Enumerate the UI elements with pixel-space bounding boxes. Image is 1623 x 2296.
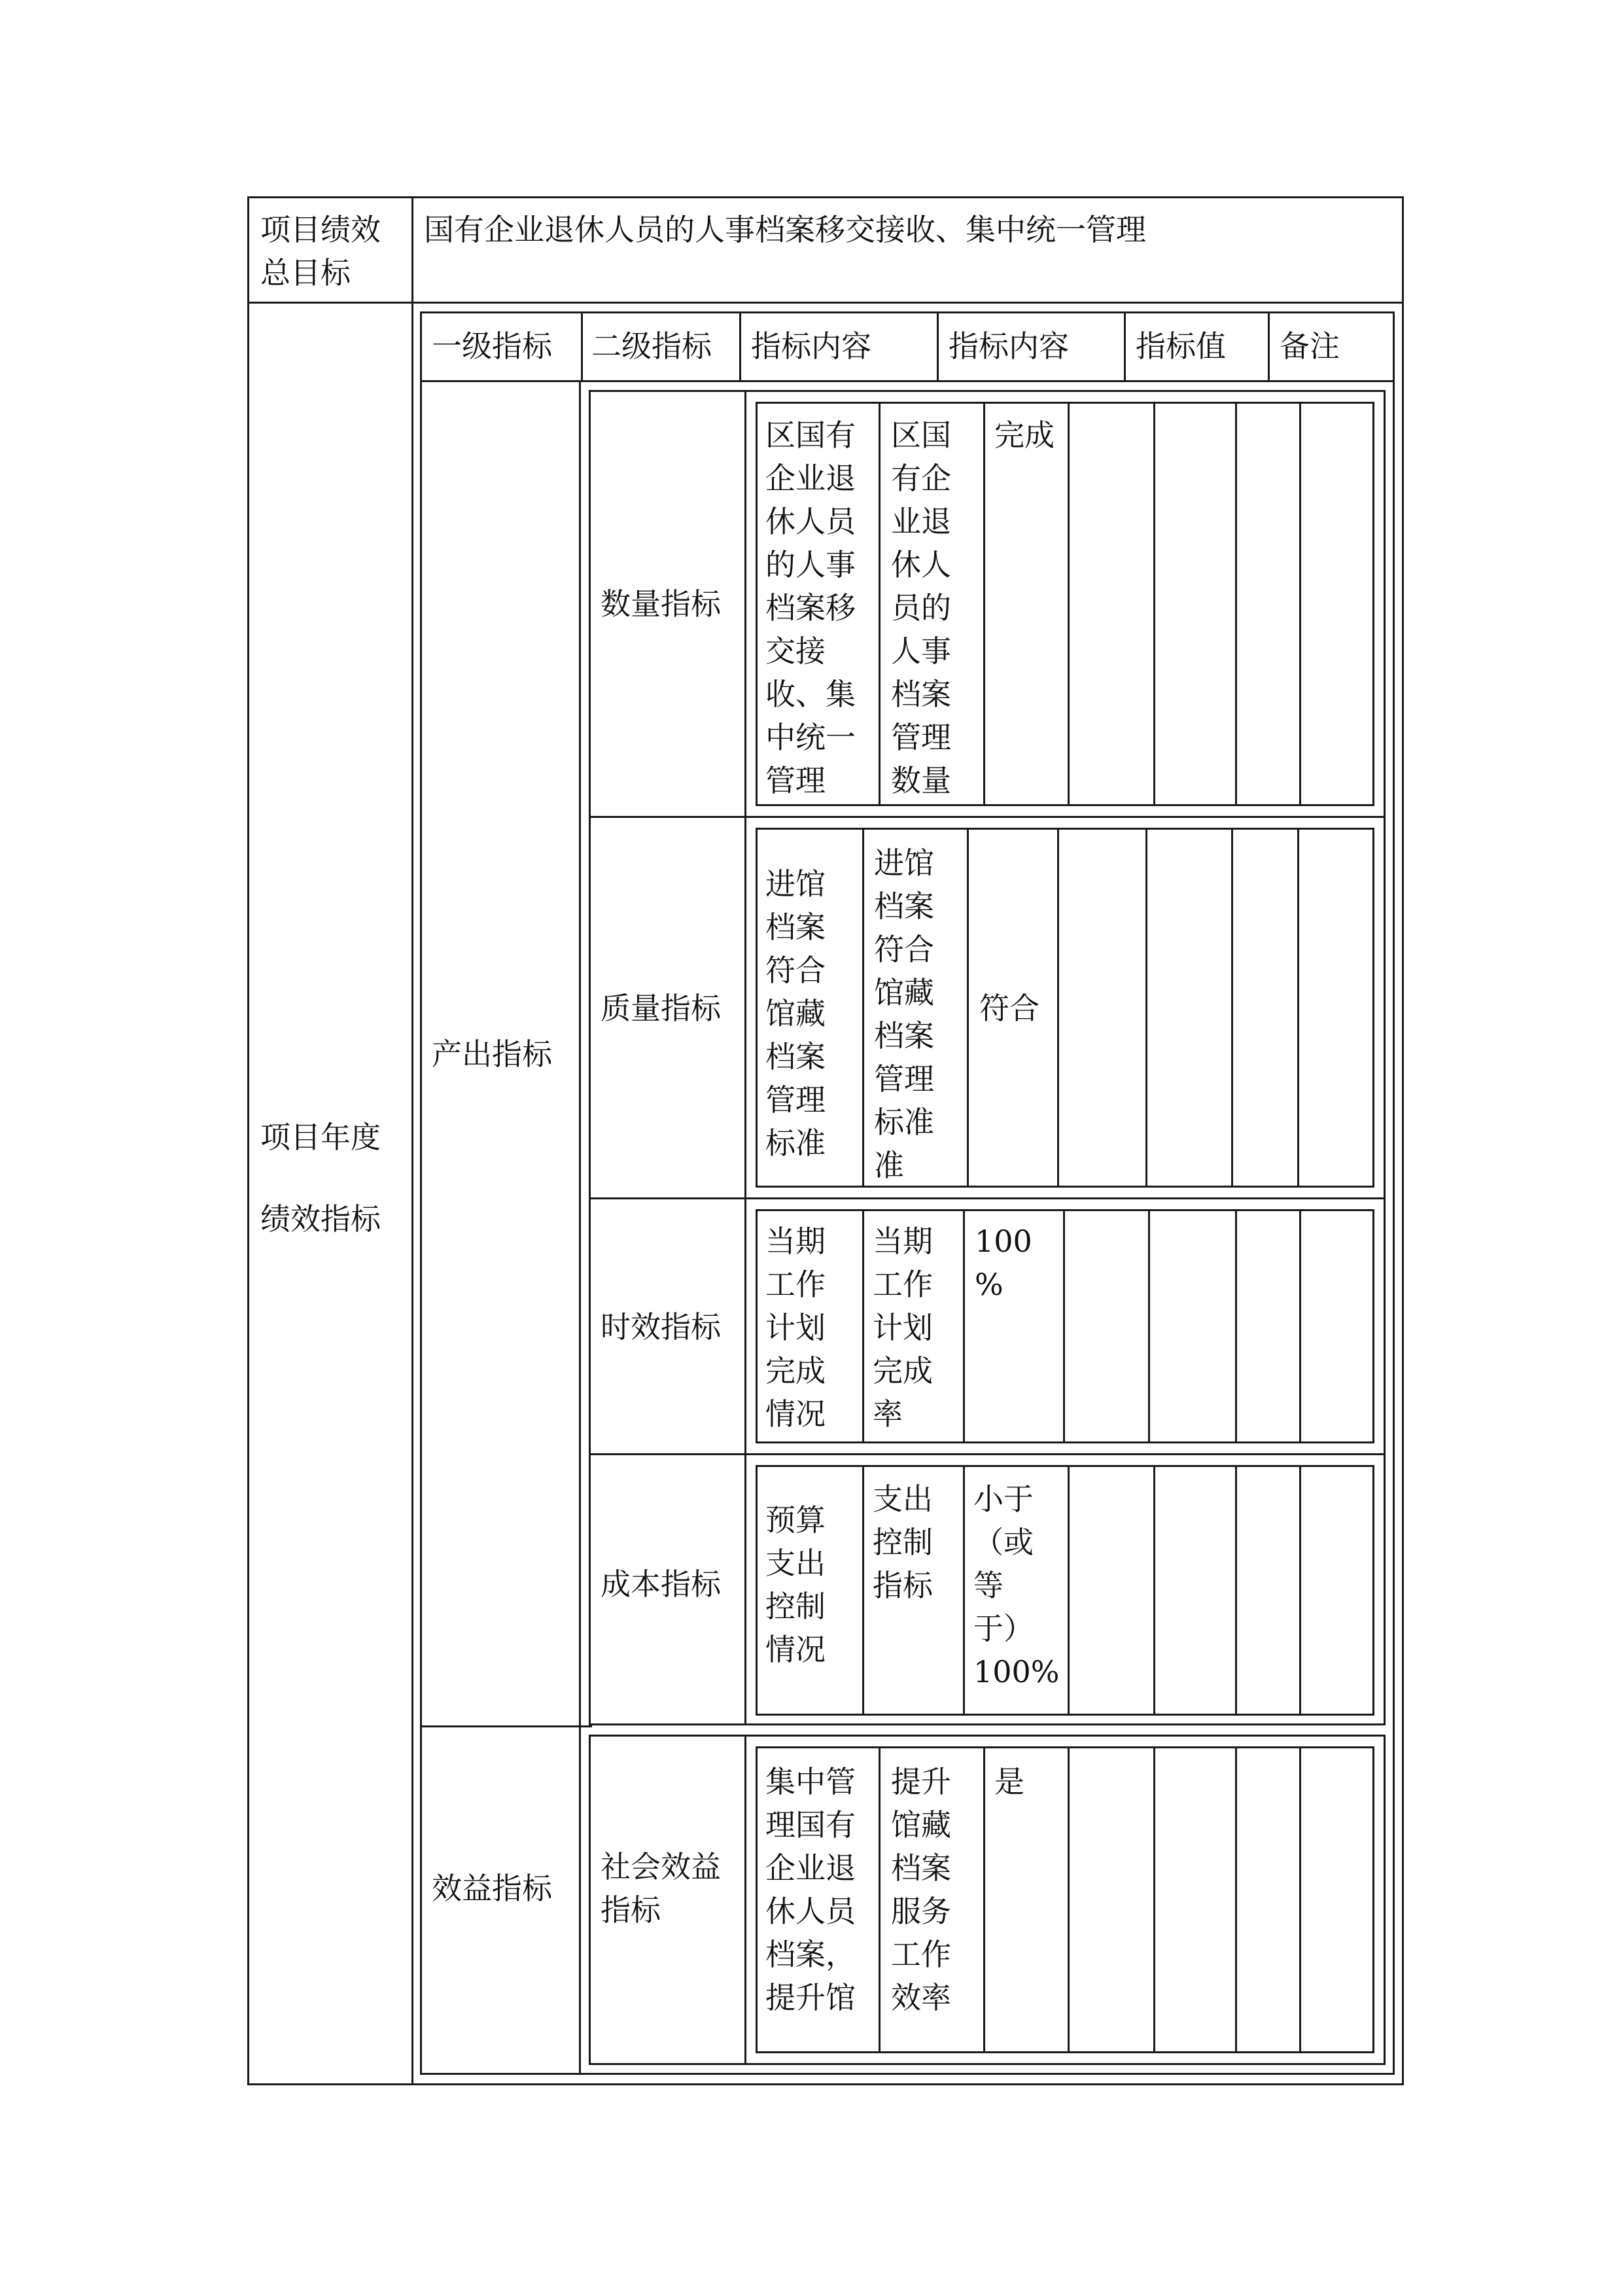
quality-value: 符合 xyxy=(979,991,1039,1026)
quality-col-div-1 xyxy=(862,828,864,1188)
goal-text: 国有企业退休人员的人事档案移交接收、集中统一管理 xyxy=(424,212,1146,247)
social-content-a: 集中管 理国有 企业退 休人员 档案， 提升馆 xyxy=(765,1764,856,2015)
level1-column-divider xyxy=(579,380,581,2075)
header-col-div-3 xyxy=(937,311,939,380)
social-value: 是 xyxy=(994,1764,1024,1799)
timeliness-value: 100 % xyxy=(975,1224,1032,1302)
cost-col-div-3 xyxy=(1068,1465,1070,1716)
output-row-div-1 xyxy=(589,816,1386,818)
quality-content-a: 进馆 档案 符合 馆藏 档案 管理 标准 xyxy=(765,866,826,1161)
cost-col-div-5 xyxy=(1235,1465,1237,1716)
quantity-col-div-6 xyxy=(1299,402,1301,806)
social-level2: 社会效益 指标 xyxy=(601,1849,721,1928)
quantity-col-div-1 xyxy=(879,402,881,806)
header-col-div-1 xyxy=(581,311,583,380)
annual-label-line1: 项目年度 xyxy=(260,1120,381,1155)
quality-level2: 质量指标 xyxy=(601,991,721,1026)
section-divider xyxy=(420,1725,592,1727)
annual-label-line2: 绩效指标 xyxy=(260,1201,381,1237)
outer-column-divider xyxy=(411,196,413,2085)
quality-inner-table xyxy=(756,828,1374,1188)
quantity-col-div-2 xyxy=(983,402,985,806)
timeliness-col-div-6 xyxy=(1299,1209,1301,1443)
cost-col-div-6 xyxy=(1299,1465,1301,1716)
timeliness-col-div-2 xyxy=(963,1209,965,1443)
quantity-content-a: 区国有 企业退 休人员 的人事 档案移 交接 收、集 中统一 管理 xyxy=(765,417,856,798)
cost-col-div-4 xyxy=(1153,1465,1155,1716)
timeliness-col-div-1 xyxy=(862,1209,864,1443)
header-col-div-4 xyxy=(1124,311,1126,380)
cost-inner-table xyxy=(756,1465,1374,1716)
social-col-div-6 xyxy=(1299,1746,1301,2053)
goal-row-divider xyxy=(247,302,1404,304)
header-note: 备注 xyxy=(1280,328,1340,364)
quality-col-div-6 xyxy=(1297,828,1299,1188)
quality-col-div-5 xyxy=(1231,828,1233,1188)
timeliness-col-div-4 xyxy=(1148,1209,1150,1443)
header-divider xyxy=(420,380,1395,382)
social-col-div-4 xyxy=(1153,1746,1155,2053)
header-content-a: 指标内容 xyxy=(751,328,871,364)
timeliness-col-div-5 xyxy=(1235,1209,1237,1443)
quality-col-div-4 xyxy=(1145,828,1147,1188)
level1-output: 产出指标 xyxy=(432,1036,552,1072)
level1-benefit: 效益指标 xyxy=(432,1871,552,1906)
cost-content-b: 支出 控制 指标 xyxy=(873,1481,933,1603)
quantity-content-b: 区国 有企 业退 休人 员的 人事 档案 管理 数量 xyxy=(891,417,951,798)
quantity-level2: 数量指标 xyxy=(601,586,721,622)
cost-value: 小于 （或 等 于） 100% xyxy=(973,1481,1060,1689)
goal-label: 项目绩效 总目标 xyxy=(260,212,381,291)
timeliness-inner-table xyxy=(756,1209,1374,1443)
social-col-div-2 xyxy=(983,1746,985,2053)
quality-content-b: 进馆 档案 符合 馆藏 档案 管理 标准 准 xyxy=(874,845,934,1183)
quantity-value: 完成 xyxy=(994,417,1055,453)
benefit-level2-divider xyxy=(744,1735,746,2065)
output-row-div-3 xyxy=(589,1453,1386,1455)
timeliness-content-a: 当期 工作 计划 完成 情况 xyxy=(765,1224,826,1432)
output-level2-divider xyxy=(744,390,746,1725)
social-col-div-1 xyxy=(879,1746,881,2053)
cost-col-div-1 xyxy=(862,1465,864,1716)
quantity-col-div-5 xyxy=(1235,402,1237,806)
quantity-col-div-4 xyxy=(1153,402,1155,806)
header-col-div-2 xyxy=(739,311,741,380)
social-col-div-5 xyxy=(1235,1746,1237,2053)
cost-content-a: 预算 支出 控制 情况 xyxy=(765,1502,826,1667)
quality-col-div-2 xyxy=(967,828,969,1188)
timeliness-level2: 时效指标 xyxy=(601,1309,721,1345)
header-col-div-5 xyxy=(1268,311,1270,380)
output-row-div-2 xyxy=(589,1197,1386,1199)
timeliness-col-div-3 xyxy=(1063,1209,1065,1443)
quality-col-div-3 xyxy=(1057,828,1059,1188)
cost-col-div-2 xyxy=(963,1465,965,1716)
social-col-div-3 xyxy=(1068,1746,1070,2053)
header-content-b: 指标内容 xyxy=(949,328,1069,364)
timeliness-content-b: 当期 工作 计划 完成 率 xyxy=(873,1224,933,1432)
header-value: 指标值 xyxy=(1136,328,1226,364)
quantity-col-div-3 xyxy=(1068,402,1070,806)
header-level2: 二级指标 xyxy=(591,328,712,364)
cost-level2: 成本指标 xyxy=(601,1566,721,1602)
social-content-b: 提升 馆藏 档案 服务 工作 效率 xyxy=(891,1764,951,2015)
header-level1: 一级指标 xyxy=(432,328,552,364)
